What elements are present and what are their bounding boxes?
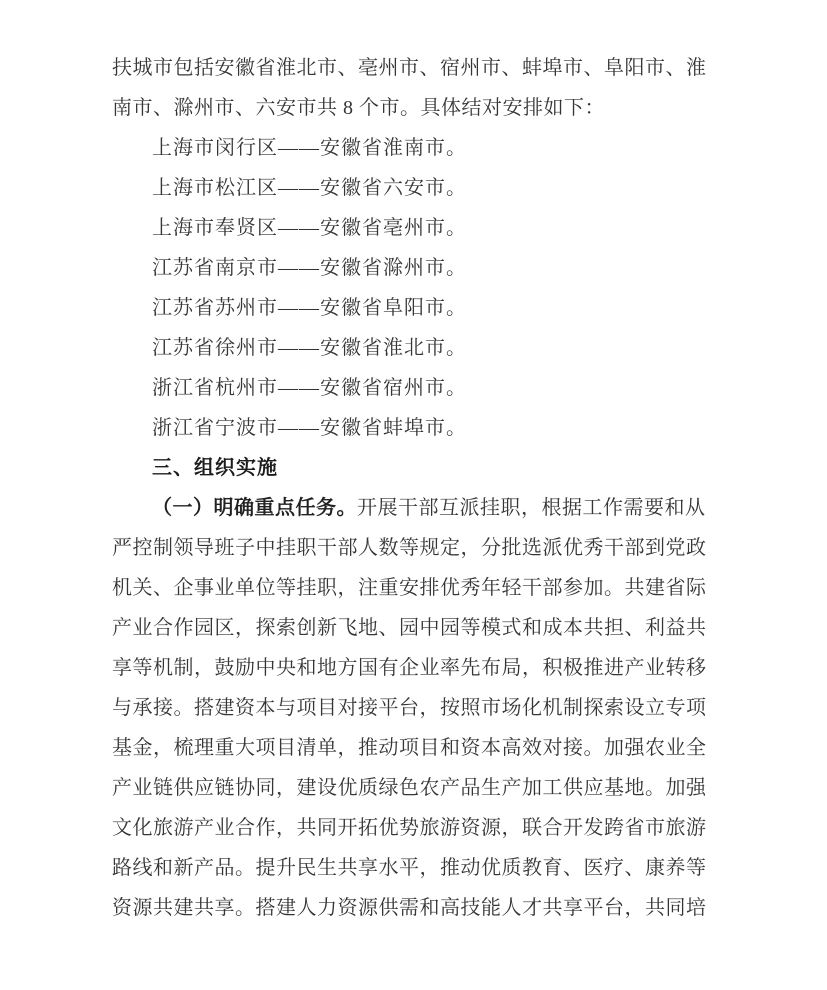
pairing-item-songjiang-luan: 上海市松江区——安徽省六安市。 [152,177,467,199]
paragraph-line: 机关、企事业单位等挂职，注重安排优秀年轻干部参加。共建省际 [112,577,707,599]
pairing-item-hangzhou-suzhou-anhui: 浙江省杭州市——安徽省宿州市。 [152,377,467,399]
paragraph-line: 基金，梳理重大项目清单，推动项目和资本高效对接。加强农业全 [112,737,707,759]
paragraph-line: 开展干部互派挂职，根据工作需要和从 [357,497,706,519]
section-heading-organization-implementation: 三、组织实施 [152,457,278,479]
pairing-item-suzhou-fuyang: 江苏省苏州市——安徽省阜阳市。 [152,297,467,319]
paragraph-first-line [112,488,719,528]
pairing-item-fengxian-bozhou: 上海市奉贤区——安徽省亳州市。 [152,217,467,239]
paragraph-line: 产业合作园区，探索创新飞地、园中园等模式和成本共担、利益共 [112,617,707,639]
paragraph-line: 路线和新产品。提升民生共享水平，推动优质教育、医疗、康养等 [112,857,707,879]
pairing-item-nanjing-chuzhou: 江苏省南京市——安徽省滁州市。 [152,257,467,279]
pairing-item-xuzhou-huaibei: 江苏省徐州市——安徽省淮北市。 [152,337,467,359]
paragraph-line: 与承接。搭建资本与项目对接平台，按照市场化机制探索设立专项 [112,697,707,719]
paragraph-line: 文化旅游产业合作，共同开拓优势旅游资源，联合开发跨省市旅游 [112,817,707,839]
pairing-item-ningbo-bengbu: 浙江省宁波市——安徽省蚌埠市。 [152,417,467,439]
paragraph-lead-bold: （一）明确重点任务。 [152,497,357,519]
paragraph-line: 享等机制，鼓励中央和地方国有企业率先布局，积极推进产业转移 [112,657,707,679]
intro-line-1: 扶城市包括安徽省淮北市、亳州市、宿州市、蚌埠市、阜阳市、淮 [112,57,707,79]
paragraph-line: 产业链供应链协同，建设优质绿色农产品生产加工供应基地。加强 [112,777,707,799]
pairing-item-minhang-huainan: 上海市闵行区——安徽省淮南市。 [152,137,467,159]
paragraph-line: 严控制领导班子中挂职干部人数等规定，分批选派优秀干部到党政 [112,537,707,559]
paragraph-line: 资源共建共享。搭建人力资源供需和高技能人才共享平台，共同培 [112,897,707,919]
intro-line-2: 南市、滁州市、六安市共 8 个市。具体结对安排如下： [112,97,605,119]
